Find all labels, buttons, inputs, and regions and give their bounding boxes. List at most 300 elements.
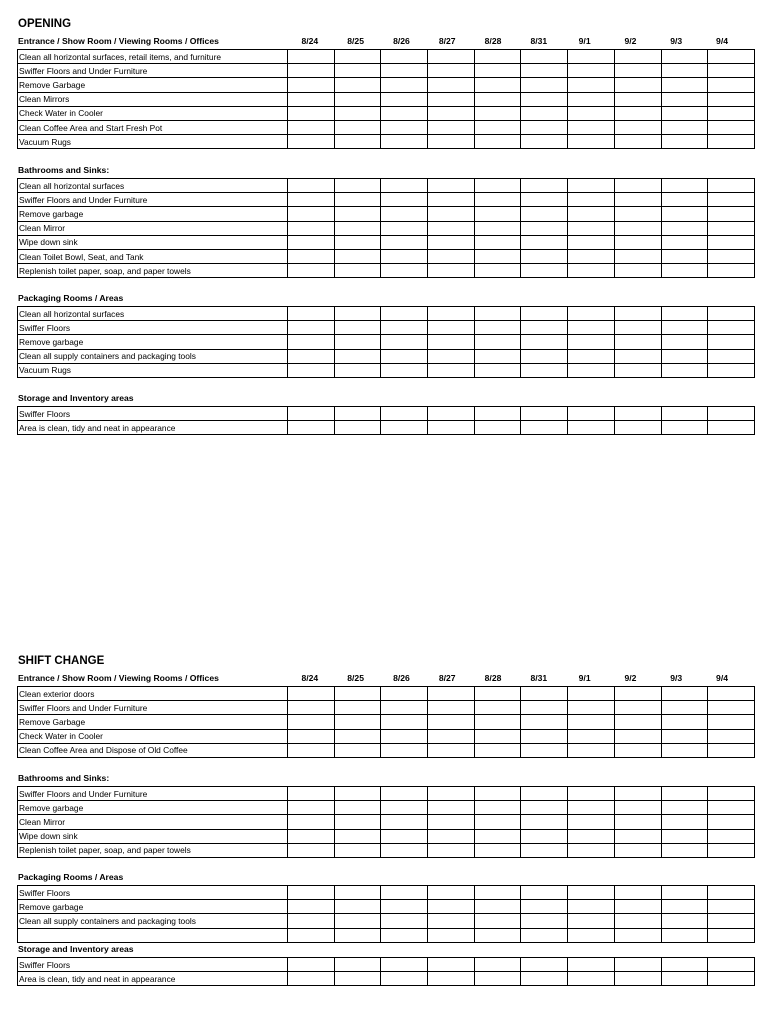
check-cell[interactable]: [381, 264, 428, 278]
check-cell[interactable]: [428, 307, 475, 321]
check-cell[interactable]: [521, 787, 568, 801]
check-cell[interactable]: [521, 715, 568, 729]
check-cell[interactable]: [381, 335, 428, 349]
check-cell[interactable]: [614, 829, 661, 843]
check-cell[interactable]: [521, 407, 568, 421]
check-cell[interactable]: [661, 179, 708, 193]
check-cell[interactable]: [474, 335, 521, 349]
check-cell[interactable]: [288, 958, 335, 972]
check-cell[interactable]: [708, 900, 755, 914]
check-cell[interactable]: [708, 421, 755, 435]
check-cell[interactable]: [381, 900, 428, 914]
check-cell[interactable]: [334, 207, 381, 221]
check-cell[interactable]: [661, 207, 708, 221]
check-cell[interactable]: [661, 106, 708, 120]
check-cell[interactable]: [521, 50, 568, 64]
check-cell[interactable]: [334, 321, 381, 335]
check-cell[interactable]: [568, 335, 615, 349]
check-cell[interactable]: [568, 264, 615, 278]
check-cell[interactable]: [661, 843, 708, 857]
check-cell[interactable]: [428, 207, 475, 221]
check-cell[interactable]: [381, 363, 428, 377]
check-cell[interactable]: [614, 349, 661, 363]
check-cell[interactable]: [288, 914, 335, 928]
check-cell[interactable]: [708, 335, 755, 349]
check-cell[interactable]: [334, 78, 381, 92]
check-cell[interactable]: [614, 843, 661, 857]
check-cell[interactable]: [708, 729, 755, 743]
check-cell[interactable]: [614, 421, 661, 435]
check-cell[interactable]: [428, 914, 475, 928]
check-cell[interactable]: [521, 120, 568, 134]
check-cell[interactable]: [661, 729, 708, 743]
check-cell[interactable]: [568, 886, 615, 900]
check-cell[interactable]: [614, 914, 661, 928]
check-cell[interactable]: [334, 829, 381, 843]
check-cell[interactable]: [568, 843, 615, 857]
check-cell[interactable]: [521, 179, 568, 193]
check-cell[interactable]: [708, 843, 755, 857]
check-cell[interactable]: [381, 235, 428, 249]
check-cell[interactable]: [661, 50, 708, 64]
check-cell[interactable]: [708, 349, 755, 363]
check-cell[interactable]: [288, 207, 335, 221]
check-cell[interactable]: [288, 335, 335, 349]
check-cell[interactable]: [521, 958, 568, 972]
check-cell[interactable]: [381, 193, 428, 207]
check-cell[interactable]: [614, 801, 661, 815]
check-cell[interactable]: [334, 801, 381, 815]
check-cell[interactable]: [288, 729, 335, 743]
check-cell[interactable]: [474, 78, 521, 92]
check-cell[interactable]: [428, 50, 475, 64]
check-cell[interactable]: [381, 715, 428, 729]
check-cell[interactable]: [614, 193, 661, 207]
check-cell[interactable]: [521, 701, 568, 715]
check-cell[interactable]: [334, 249, 381, 263]
check-cell[interactable]: [708, 120, 755, 134]
check-cell[interactable]: [614, 264, 661, 278]
check-cell[interactable]: [614, 743, 661, 757]
check-cell[interactable]: [474, 914, 521, 928]
check-cell[interactable]: [661, 407, 708, 421]
check-cell[interactable]: [474, 193, 521, 207]
check-cell[interactable]: [381, 743, 428, 757]
check-cell[interactable]: [568, 235, 615, 249]
check-cell[interactable]: [614, 50, 661, 64]
check-cell[interactable]: [474, 106, 521, 120]
check-cell[interactable]: [708, 886, 755, 900]
check-cell[interactable]: [334, 928, 381, 942]
check-cell[interactable]: [428, 135, 475, 149]
check-cell[interactable]: [474, 221, 521, 235]
check-cell[interactable]: [288, 321, 335, 335]
check-cell[interactable]: [381, 843, 428, 857]
check-cell[interactable]: [381, 221, 428, 235]
check-cell[interactable]: [614, 729, 661, 743]
check-cell[interactable]: [474, 207, 521, 221]
check-cell[interactable]: [708, 829, 755, 843]
check-cell[interactable]: [334, 914, 381, 928]
check-cell[interactable]: [614, 207, 661, 221]
check-cell[interactable]: [708, 687, 755, 701]
check-cell[interactable]: [568, 407, 615, 421]
check-cell[interactable]: [381, 321, 428, 335]
check-cell[interactable]: [614, 687, 661, 701]
check-cell[interactable]: [288, 787, 335, 801]
check-cell[interactable]: [568, 179, 615, 193]
check-cell[interactable]: [661, 900, 708, 914]
check-cell[interactable]: [568, 972, 615, 986]
check-cell[interactable]: [521, 829, 568, 843]
check-cell[interactable]: [708, 249, 755, 263]
check-cell[interactable]: [521, 92, 568, 106]
check-cell[interactable]: [428, 264, 475, 278]
check-cell[interactable]: [708, 106, 755, 120]
check-cell[interactable]: [474, 886, 521, 900]
check-cell[interactable]: [428, 120, 475, 134]
check-cell[interactable]: [288, 307, 335, 321]
check-cell[interactable]: [428, 886, 475, 900]
check-cell[interactable]: [708, 801, 755, 815]
check-cell[interactable]: [474, 815, 521, 829]
check-cell[interactable]: [661, 64, 708, 78]
check-cell[interactable]: [381, 78, 428, 92]
check-cell[interactable]: [334, 843, 381, 857]
check-cell[interactable]: [568, 64, 615, 78]
check-cell[interactable]: [288, 78, 335, 92]
check-cell[interactable]: [521, 928, 568, 942]
check-cell[interactable]: [288, 193, 335, 207]
check-cell[interactable]: [708, 407, 755, 421]
check-cell[interactable]: [661, 335, 708, 349]
check-cell[interactable]: [428, 701, 475, 715]
check-cell[interactable]: [428, 829, 475, 843]
check-cell[interactable]: [708, 321, 755, 335]
check-cell[interactable]: [288, 106, 335, 120]
check-cell[interactable]: [521, 307, 568, 321]
check-cell[interactable]: [568, 50, 615, 64]
check-cell[interactable]: [334, 92, 381, 106]
check-cell[interactable]: [474, 801, 521, 815]
check-cell[interactable]: [708, 179, 755, 193]
check-cell[interactable]: [381, 135, 428, 149]
check-cell[interactable]: [288, 221, 335, 235]
check-cell[interactable]: [614, 235, 661, 249]
check-cell[interactable]: [661, 363, 708, 377]
check-cell[interactable]: [708, 64, 755, 78]
check-cell[interactable]: [708, 972, 755, 986]
check-cell[interactable]: [334, 815, 381, 829]
check-cell[interactable]: [521, 687, 568, 701]
check-cell[interactable]: [708, 264, 755, 278]
check-cell[interactable]: [661, 421, 708, 435]
check-cell[interactable]: [288, 120, 335, 134]
check-cell[interactable]: [614, 701, 661, 715]
check-cell[interactable]: [288, 179, 335, 193]
check-cell[interactable]: [614, 120, 661, 134]
check-cell[interactable]: [661, 264, 708, 278]
check-cell[interactable]: [381, 92, 428, 106]
check-cell[interactable]: [661, 193, 708, 207]
check-cell[interactable]: [381, 886, 428, 900]
check-cell[interactable]: [708, 363, 755, 377]
check-cell[interactable]: [428, 321, 475, 335]
check-cell[interactable]: [661, 78, 708, 92]
check-cell[interactable]: [288, 64, 335, 78]
check-cell[interactable]: [428, 249, 475, 263]
check-cell[interactable]: [474, 92, 521, 106]
check-cell[interactable]: [334, 729, 381, 743]
check-cell[interactable]: [288, 743, 335, 757]
check-cell[interactable]: [474, 264, 521, 278]
check-cell[interactable]: [568, 78, 615, 92]
check-cell[interactable]: [288, 135, 335, 149]
check-cell[interactable]: [521, 363, 568, 377]
check-cell[interactable]: [428, 193, 475, 207]
check-cell[interactable]: [474, 307, 521, 321]
check-cell[interactable]: [474, 50, 521, 64]
check-cell[interactable]: [474, 715, 521, 729]
check-cell[interactable]: [661, 307, 708, 321]
check-cell[interactable]: [381, 914, 428, 928]
check-cell[interactable]: [428, 787, 475, 801]
check-cell[interactable]: [661, 829, 708, 843]
check-cell[interactable]: [614, 928, 661, 942]
check-cell[interactable]: [708, 815, 755, 829]
check-cell[interactable]: [661, 249, 708, 263]
check-cell[interactable]: [334, 179, 381, 193]
check-cell[interactable]: [288, 972, 335, 986]
check-cell[interactable]: [334, 221, 381, 235]
check-cell[interactable]: [288, 363, 335, 377]
check-cell[interactable]: [614, 958, 661, 972]
check-cell[interactable]: [614, 407, 661, 421]
check-cell[interactable]: [661, 787, 708, 801]
check-cell[interactable]: [568, 307, 615, 321]
check-cell[interactable]: [288, 249, 335, 263]
check-cell[interactable]: [568, 743, 615, 757]
check-cell[interactable]: [381, 928, 428, 942]
check-cell[interactable]: [614, 64, 661, 78]
check-cell[interactable]: [288, 886, 335, 900]
check-cell[interactable]: [661, 743, 708, 757]
check-cell[interactable]: [521, 321, 568, 335]
check-cell[interactable]: [521, 815, 568, 829]
check-cell[interactable]: [521, 900, 568, 914]
check-cell[interactable]: [334, 64, 381, 78]
check-cell[interactable]: [614, 321, 661, 335]
check-cell[interactable]: [474, 787, 521, 801]
check-cell[interactable]: [381, 407, 428, 421]
check-cell[interactable]: [288, 235, 335, 249]
check-cell[interactable]: [474, 235, 521, 249]
check-cell[interactable]: [661, 715, 708, 729]
check-cell[interactable]: [708, 743, 755, 757]
check-cell[interactable]: [661, 815, 708, 829]
check-cell[interactable]: [334, 135, 381, 149]
check-cell[interactable]: [568, 106, 615, 120]
check-cell[interactable]: [568, 914, 615, 928]
check-cell[interactable]: [334, 264, 381, 278]
check-cell[interactable]: [288, 407, 335, 421]
check-cell[interactable]: [521, 972, 568, 986]
check-cell[interactable]: [474, 928, 521, 942]
check-cell[interactable]: [428, 349, 475, 363]
check-cell[interactable]: [428, 106, 475, 120]
check-cell[interactable]: [614, 900, 661, 914]
check-cell[interactable]: [568, 801, 615, 815]
check-cell[interactable]: [381, 207, 428, 221]
check-cell[interactable]: [708, 715, 755, 729]
check-cell[interactable]: [661, 221, 708, 235]
check-cell[interactable]: [708, 928, 755, 942]
check-cell[interactable]: [521, 64, 568, 78]
check-cell[interactable]: [288, 687, 335, 701]
check-cell[interactable]: [428, 972, 475, 986]
check-cell[interactable]: [521, 335, 568, 349]
check-cell[interactable]: [568, 815, 615, 829]
check-cell[interactable]: [334, 120, 381, 134]
check-cell[interactable]: [334, 235, 381, 249]
check-cell[interactable]: [381, 815, 428, 829]
check-cell[interactable]: [614, 249, 661, 263]
check-cell[interactable]: [521, 193, 568, 207]
check-cell[interactable]: [521, 78, 568, 92]
check-cell[interactable]: [521, 221, 568, 235]
check-cell[interactable]: [614, 106, 661, 120]
check-cell[interactable]: [661, 701, 708, 715]
check-cell[interactable]: [661, 958, 708, 972]
check-cell[interactable]: [474, 972, 521, 986]
check-cell[interactable]: [381, 307, 428, 321]
check-cell[interactable]: [521, 914, 568, 928]
check-cell[interactable]: [568, 193, 615, 207]
check-cell[interactable]: [661, 801, 708, 815]
check-cell[interactable]: [708, 50, 755, 64]
check-cell[interactable]: [381, 64, 428, 78]
check-cell[interactable]: [428, 715, 475, 729]
check-cell[interactable]: [428, 958, 475, 972]
check-cell[interactable]: [288, 801, 335, 815]
check-cell[interactable]: [334, 421, 381, 435]
check-cell[interactable]: [334, 407, 381, 421]
check-cell[interactable]: [334, 363, 381, 377]
check-cell[interactable]: [708, 235, 755, 249]
check-cell[interactable]: [428, 335, 475, 349]
check-cell[interactable]: [568, 787, 615, 801]
check-cell[interactable]: [428, 928, 475, 942]
check-cell[interactable]: [334, 900, 381, 914]
check-cell[interactable]: [521, 106, 568, 120]
check-cell[interactable]: [474, 135, 521, 149]
check-cell[interactable]: [661, 321, 708, 335]
check-cell[interactable]: [381, 421, 428, 435]
check-cell[interactable]: [428, 78, 475, 92]
check-cell[interactable]: [334, 50, 381, 64]
check-cell[interactable]: [334, 743, 381, 757]
check-cell[interactable]: [661, 349, 708, 363]
check-cell[interactable]: [708, 92, 755, 106]
check-cell[interactable]: [661, 92, 708, 106]
check-cell[interactable]: [568, 687, 615, 701]
check-cell[interactable]: [288, 349, 335, 363]
check-cell[interactable]: [474, 843, 521, 857]
check-cell[interactable]: [288, 829, 335, 843]
check-cell[interactable]: [614, 335, 661, 349]
check-cell[interactable]: [334, 335, 381, 349]
check-cell[interactable]: [334, 886, 381, 900]
check-cell[interactable]: [428, 179, 475, 193]
check-cell[interactable]: [568, 349, 615, 363]
check-cell[interactable]: [334, 307, 381, 321]
check-cell[interactable]: [381, 349, 428, 363]
check-cell[interactable]: [568, 221, 615, 235]
check-cell[interactable]: [428, 743, 475, 757]
check-cell[interactable]: [568, 421, 615, 435]
check-cell[interactable]: [568, 958, 615, 972]
check-cell[interactable]: [568, 900, 615, 914]
check-cell[interactable]: [474, 829, 521, 843]
check-cell[interactable]: [661, 687, 708, 701]
check-cell[interactable]: [474, 900, 521, 914]
check-cell[interactable]: [521, 207, 568, 221]
check-cell[interactable]: [521, 349, 568, 363]
check-cell[interactable]: [708, 914, 755, 928]
check-cell[interactable]: [381, 972, 428, 986]
check-cell[interactable]: [381, 701, 428, 715]
check-cell[interactable]: [708, 787, 755, 801]
check-cell[interactable]: [381, 787, 428, 801]
check-cell[interactable]: [474, 743, 521, 757]
check-cell[interactable]: [428, 92, 475, 106]
check-cell[interactable]: [614, 787, 661, 801]
check-cell[interactable]: [661, 135, 708, 149]
check-cell[interactable]: [381, 958, 428, 972]
check-cell[interactable]: [708, 221, 755, 235]
check-cell[interactable]: [474, 729, 521, 743]
check-cell[interactable]: [474, 421, 521, 435]
check-cell[interactable]: [708, 701, 755, 715]
check-cell[interactable]: [428, 815, 475, 829]
check-cell[interactable]: [474, 701, 521, 715]
check-cell[interactable]: [661, 120, 708, 134]
check-cell[interactable]: [614, 307, 661, 321]
check-cell[interactable]: [614, 179, 661, 193]
check-cell[interactable]: [428, 729, 475, 743]
check-cell[interactable]: [334, 687, 381, 701]
check-cell[interactable]: [428, 407, 475, 421]
check-cell[interactable]: [708, 958, 755, 972]
check-cell[interactable]: [474, 407, 521, 421]
check-cell[interactable]: [428, 843, 475, 857]
check-cell[interactable]: [334, 193, 381, 207]
check-cell[interactable]: [334, 787, 381, 801]
check-cell[interactable]: [614, 972, 661, 986]
check-cell[interactable]: [568, 135, 615, 149]
check-cell[interactable]: [334, 972, 381, 986]
check-cell[interactable]: [474, 687, 521, 701]
check-cell[interactable]: [568, 829, 615, 843]
check-cell[interactable]: [568, 92, 615, 106]
check-cell[interactable]: [521, 135, 568, 149]
check-cell[interactable]: [288, 264, 335, 278]
check-cell[interactable]: [568, 363, 615, 377]
check-cell[interactable]: [521, 843, 568, 857]
check-cell[interactable]: [521, 249, 568, 263]
check-cell[interactable]: [708, 193, 755, 207]
check-cell[interactable]: [521, 729, 568, 743]
